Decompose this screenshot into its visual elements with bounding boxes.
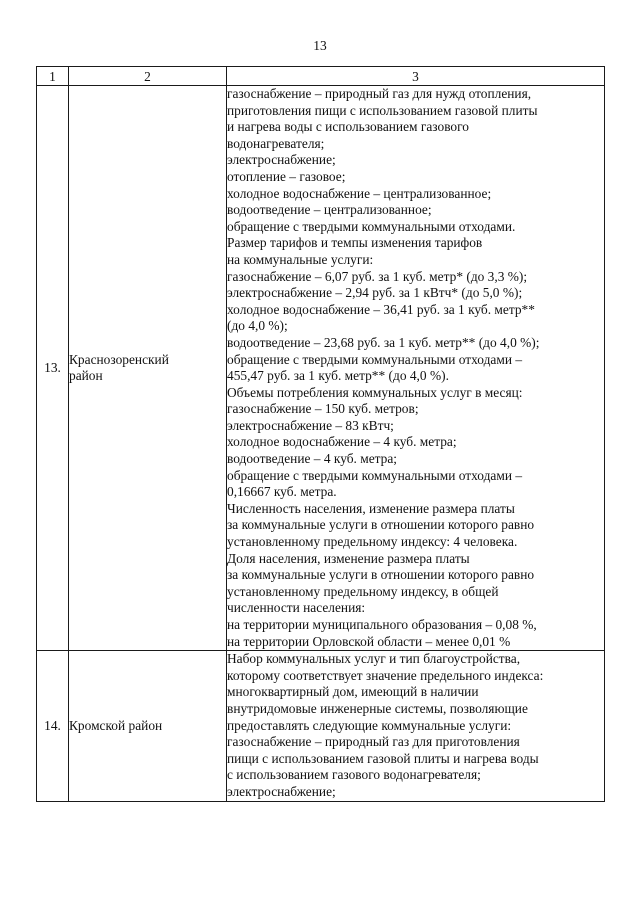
description-line: обращение с твердыми коммунальными отходами – [227,351,523,367]
description-line: Численность населения, изменение размера платы [227,500,515,516]
description-line: электроснабжение – 83 кВтч; [227,417,394,433]
description-line: газоснабжение – природный газ для нужд отопления, [227,86,532,101]
description-line: обращение с твердыми коммунальными отходами – [227,467,523,483]
page-number: 13 [313,38,327,53]
row-number: 13. [37,86,69,651]
utility-description [227,86,605,651]
description-line: водоотведение – 23,68 руб. за 1 куб. метр** (до 4,0 %); [227,334,540,350]
description-line: электроснабжение; [227,783,336,799]
description-line: за коммунальные услуги в отношении которого равно [227,567,535,583]
description-line: на территории Орловской области – менее 0,01 % [227,633,511,649]
column-header-1: 1 [37,67,69,86]
description-line: Объемы потребления коммунальных услуг в месяц: [227,384,523,400]
description-line: газоснабжение – 6,07 руб. за 1 куб. метр* (до 3,3 %); [227,268,528,284]
description-line: обращение с твердыми коммунальными отходами. [227,218,516,234]
description-line: Размер тарифов и темпы изменения тарифов [227,235,483,251]
district-name-line: Кромской район [69,717,163,733]
tariff-table [36,66,605,802]
description-line: установленному предельному индексу, в общей [227,583,499,599]
description-line: 0,16667 куб. метра. [227,484,337,500]
description-line: численности населения: [227,600,366,616]
description-line: установленному предельному индексу: 4 человека. [227,534,518,550]
table-row [37,86,605,651]
description-line: предоставлять следующие коммунальные услуги: [227,717,512,733]
description-line: Доля населения, изменение размера платы [227,550,470,566]
description-line: холодное водоснабжение – 4 куб. метра; [227,434,457,450]
description-line: за коммунальные услуги в отношении которого равно [227,517,535,533]
description-line: электроснабжение; [227,152,336,168]
description-line: приготовления пищи с использованием газовой плиты [227,102,538,118]
district-name [69,86,227,651]
district-name [69,651,227,801]
description-line: 455,47 руб. за 1 куб. метр** (до 4,0 %). [227,368,449,384]
column-header-3: 3 [227,67,605,86]
description-line: которому соответствует значение предельного индекса: [227,667,544,683]
table-header-row [37,67,605,86]
description-line: Набор коммунальных услуг и тип благоустройства, [227,651,521,667]
description-line: электроснабжение – 2,94 руб. за 1 кВтч* (до 5,0 %); [227,285,523,301]
description-line: внутридомовые инженерные системы, позволяющие [227,700,528,716]
description-line: водоотведение – централизованное; [227,202,432,218]
table-row [37,651,605,801]
description-line: на территории муниципального образования – 0,08 %, [227,617,537,632]
description-line: пищи с использованием газовой плиты и нагрева воды [227,750,539,766]
description-line: холодное водоснабжение – централизованное; [227,185,492,201]
description-line: отопление – газовое; [227,168,346,184]
description-line: на коммунальные услуги: [227,251,374,267]
description-line: (до 4,0 %); [227,318,288,334]
column-header-2: 2 [69,67,227,86]
district-name-line: район [69,368,103,384]
description-line: холодное водоснабжение – 36,41 руб. за 1 куб. метр** [227,301,535,317]
description-line: и нагрева воды с использованием газового [227,119,469,135]
description-line: водоотведение – 4 куб. метра; [227,451,398,467]
utility-description [227,651,605,801]
district-name-line: Краснозоренский [69,351,169,367]
description-line: с использованием газового водонагревателя; [227,767,481,783]
description-line: водонагревателя; [227,135,325,151]
description-line: газоснабжение – природный газ для приготовления [227,734,520,750]
row-number: 14. [37,651,69,801]
description-line: газоснабжение – 150 куб. метров; [227,401,419,417]
description-line: многоквартирный дом, имеющий в наличии [227,684,479,700]
